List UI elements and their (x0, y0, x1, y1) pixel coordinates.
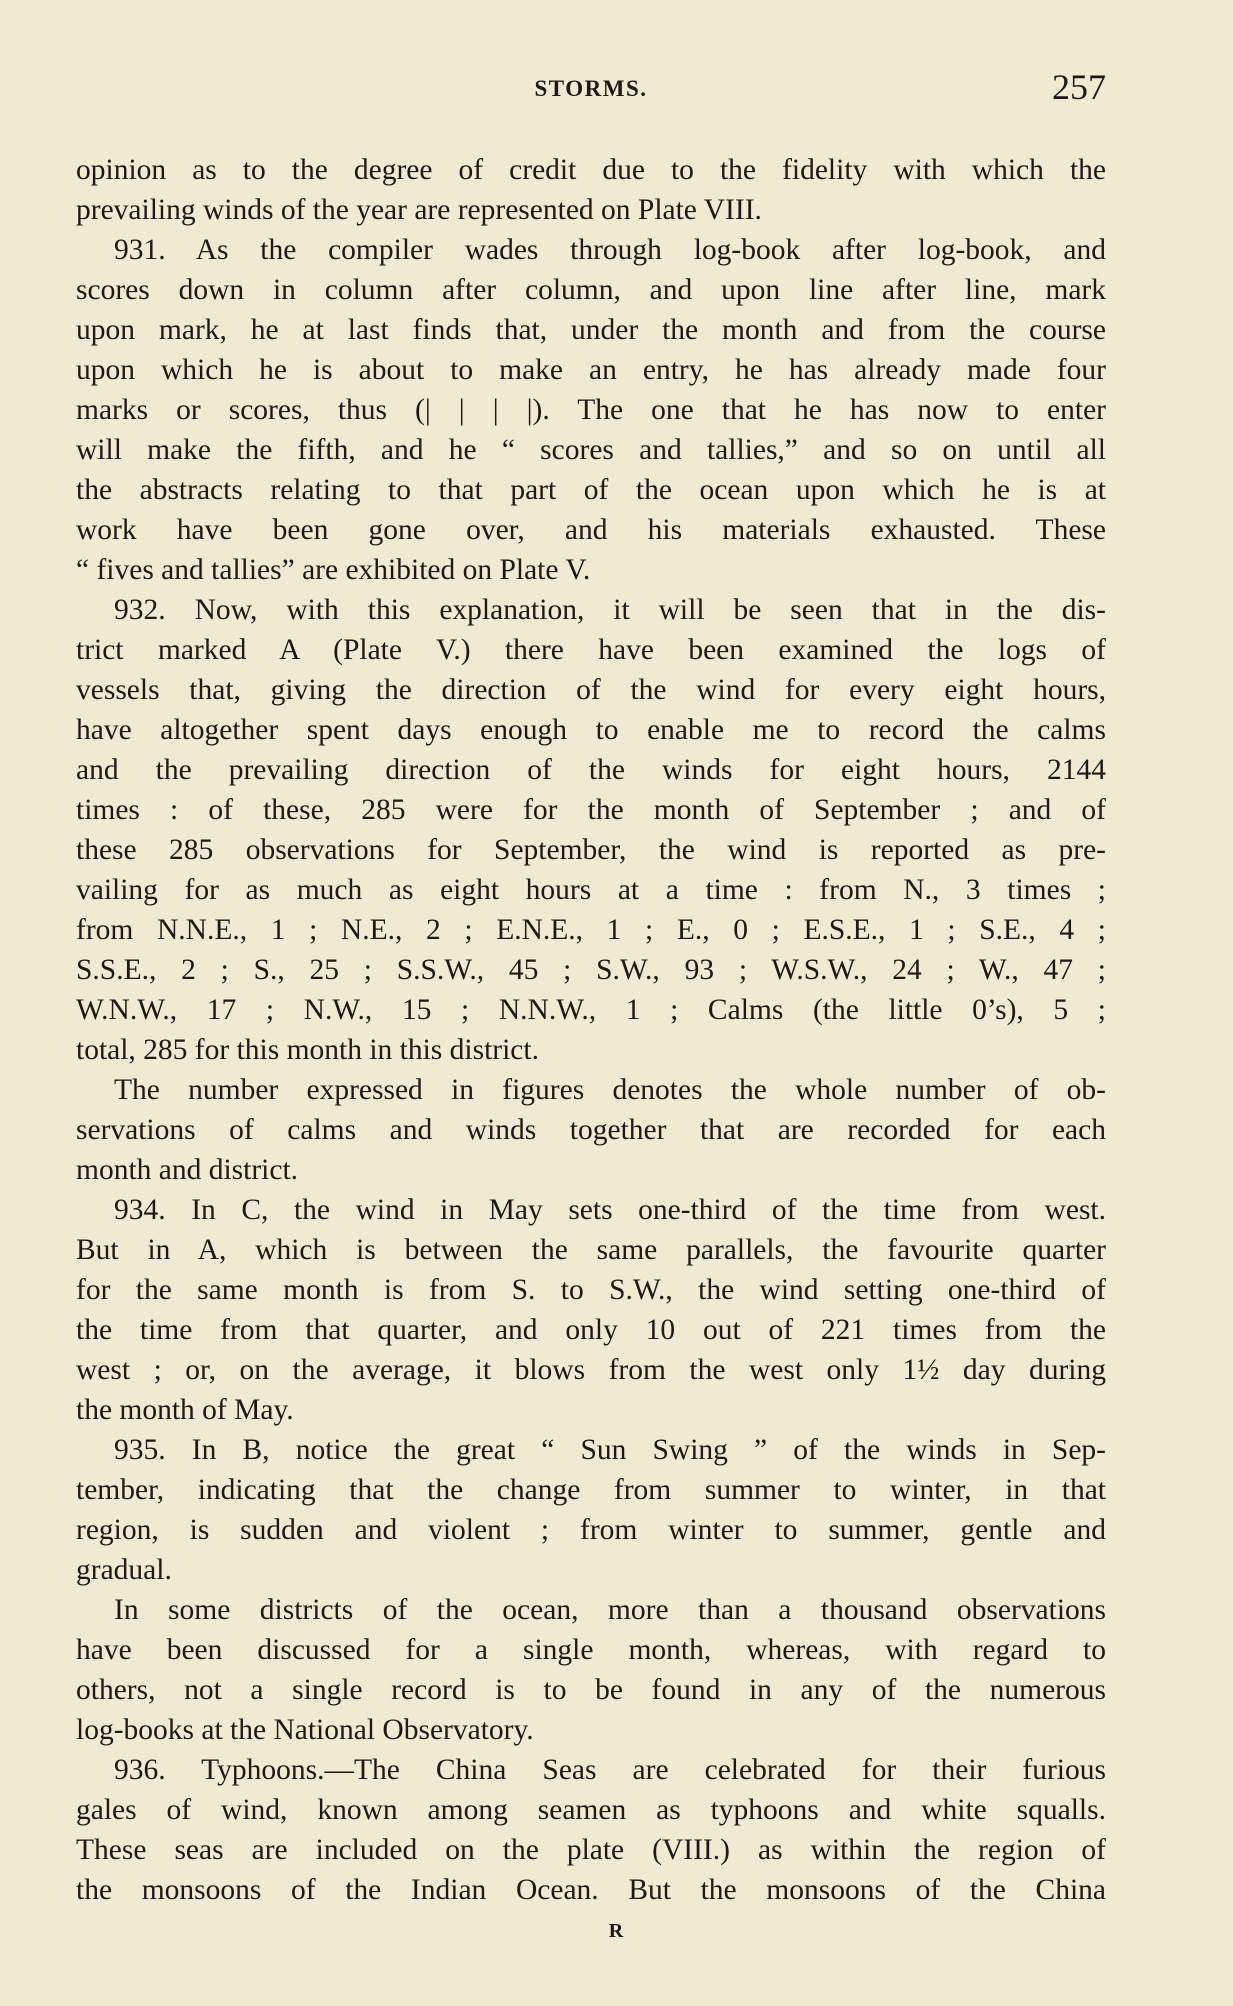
text-line: 932. Now, with this explanation, it will be seen that in the dis- (114, 594, 1106, 626)
text-line: W.N.W., 17 ; N.W., 15 ; N.N.W., 1 ; Calms (the little 0’s), 5 ; (76, 994, 1106, 1026)
text-line: from N.N.E., 1 ; N.E., 2 ; E.N.E., 1 ; E., 0 ; E.S.E., 1 ; S.E., 4 ; (76, 914, 1106, 946)
text-line: these 285 observations for September, the wind is reported as pre- (76, 834, 1106, 866)
text-line: the monsoons of the Indian Ocean. But the monsoons of the China (76, 1874, 1106, 1906)
text-line: servations of calms and winds together that are recorded for each (76, 1114, 1106, 1146)
text-line: prevailing winds of the year are represented on Plate VIII. (76, 194, 762, 226)
text-line: the month of May. (76, 1394, 294, 1426)
text-line: the time from that quarter, and only 10 out of 221 times from the (76, 1314, 1106, 1346)
text-line: will make the fifth, and he “ scores and tallies,” and so on until all (76, 434, 1106, 466)
text-line: “ fives and tallies” are exhibited on Plate V. (76, 554, 591, 586)
text-line: The number expressed in figures denotes the whole number of ob- (114, 1074, 1106, 1106)
text-line: 936. Typhoons.—The China Seas are celebrated for their furious (114, 1754, 1106, 1786)
text-line: month and district. (76, 1154, 299, 1186)
text-line: trict marked A (Plate V.) there have been examined the logs of (76, 634, 1106, 666)
text-line: for the same month is from S. to S.W., the wind setting one-third of (76, 1274, 1106, 1306)
text-line: 931. As the compiler wades through log-book after log-book, and (114, 234, 1106, 266)
text-line: In some districts of the ocean, more than a thousand observations (114, 1594, 1106, 1626)
text-line: gales of wind, known among seamen as typhoons and white squalls. (76, 1794, 1106, 1826)
text-line: vessels that, giving the direction of the wind for every eight hours, (76, 674, 1106, 706)
text-line: opinion as to the degree of credit due to the fidelity with which the (76, 154, 1106, 186)
text-line: times : of these, 285 were for the month of September ; and of (76, 794, 1106, 826)
page-number: 257 (1052, 67, 1106, 107)
text-line: vailing for as much as eight hours at a time : from N., 3 times ; (76, 874, 1106, 906)
text-line: upon mark, he at last finds that, under the month and from the course (76, 314, 1106, 346)
text-line: tember, indicating that the change from summer to winter, in that (76, 1474, 1106, 1506)
text-line: 934. In C, the wind in May sets one-third of the time from west. (114, 1194, 1106, 1226)
text-line: work have been gone over, and his materials exhausted. These (76, 514, 1106, 546)
text-line: S.S.E., 2 ; S., 25 ; S.S.W., 45 ; S.W., 93 ; W.S.W., 24 ; W., 47 ; (76, 954, 1106, 986)
running-head (76, 67, 1106, 110)
text-line: region, is sudden and violent ; from winter to summer, gentle and (76, 1514, 1106, 1546)
text-line: 935. In B, notice the great “ Sun Swing ” of the winds in Sep- (114, 1434, 1106, 1466)
text-line: the abstracts relating to that part of the ocean upon which he is at (76, 474, 1106, 506)
running-title: STORMS. (534, 76, 648, 101)
text-line: These seas are included on the plate (VIII.) as within the region of (76, 1834, 1106, 1866)
text-line: west ; or, on the average, it blows from the west only 1½ day during (76, 1354, 1106, 1386)
text-line: gradual. (76, 1554, 172, 1586)
text-line: log-books at the National Observatory. (76, 1714, 534, 1746)
text-line: scores down in column after column, and upon line after line, mark (76, 274, 1106, 306)
body-text (76, 150, 1106, 1910)
text-line: total, 285 for this month in this district. (76, 1034, 539, 1066)
text-line: others, not a single record is to be found in any of the numerous (76, 1674, 1106, 1706)
text-line: marks or scores, thus (| | | |). The one that he has now to enter (76, 394, 1106, 426)
text-line: have altogether spent days enough to enable me to record the calms (76, 714, 1106, 746)
text-line: and the prevailing direction of the winds for eight hours, 2144 (76, 754, 1106, 786)
signature-mark: R (608, 1920, 625, 1942)
text-line: have been discussed for a single month, whereas, with regard to (76, 1634, 1106, 1666)
text-line: upon which he is about to make an entry, he has already made four (76, 354, 1106, 386)
text-line: But in A, which is between the same parallels, the favourite quarter (76, 1234, 1106, 1266)
